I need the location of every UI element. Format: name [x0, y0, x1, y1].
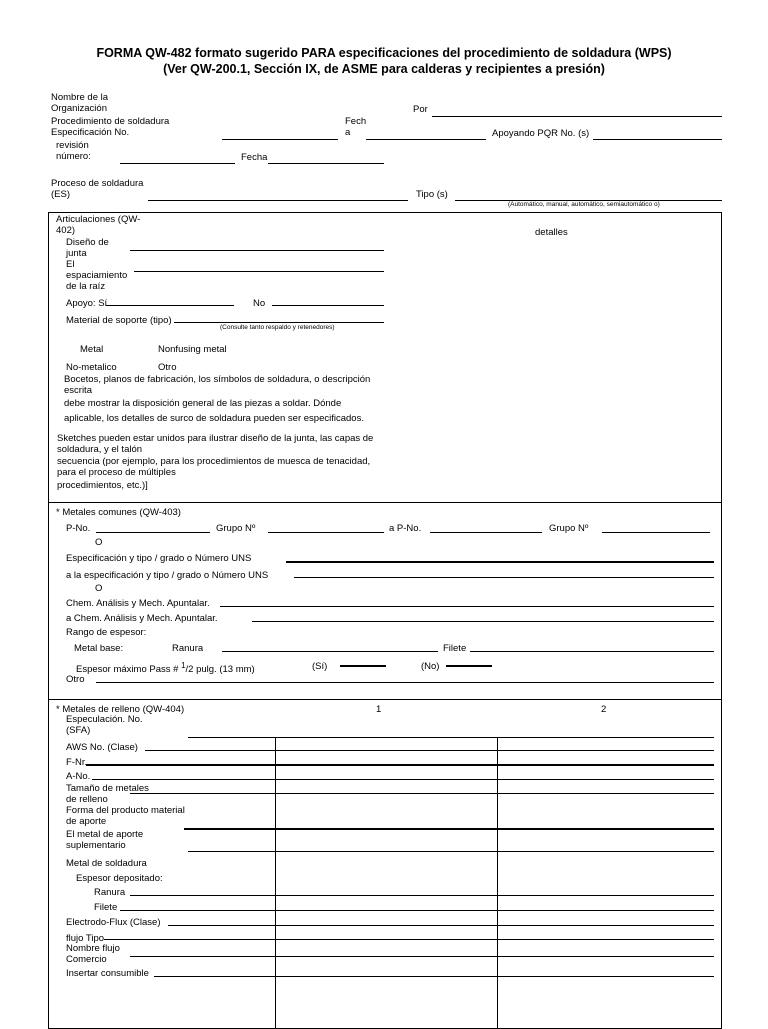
revision-date-label: Fecha	[241, 152, 268, 163]
specification-field[interactable]	[286, 561, 714, 563]
max-pass-yes-label: (Sí)	[312, 661, 328, 672]
product-form-label: Forma del producto material de aporte	[66, 805, 185, 827]
deposited-groove-field[interactable]	[130, 895, 714, 896]
supporting-pqr-field[interactable]	[593, 139, 722, 140]
sfa-label: Especulación. No. (SFA)	[66, 714, 143, 736]
filler-metals-section	[48, 699, 722, 1029]
sketch-instructions-2: debe mostrar la disposición general de las piezas a soldar. Dónde	[64, 398, 342, 409]
product-form-field[interactable]	[184, 828, 714, 830]
fillet-label: Filete	[443, 643, 467, 654]
backing-material-label: Material de soporte (tipo)	[66, 315, 172, 326]
or-label-2: O	[95, 583, 103, 594]
to-chem-analysis-field[interactable]	[252, 621, 714, 622]
process-type-label: Tipo (s)	[416, 189, 448, 200]
to-chem-analysis-label: a Chem. Análisis y Mech. Apuntalar.	[66, 613, 218, 624]
revision-date-field[interactable]	[268, 163, 384, 164]
sketch-instructions-4: Sketches pueden estar unidos para ilustrar diseño de la junta, las capas de soldadura, y el talón	[57, 433, 374, 455]
wps-date-field[interactable]	[366, 139, 486, 140]
supporting-pqr-label: Apoyando PQR No. (s)	[492, 128, 590, 139]
sketch-instructions-1: Bocetos, planos de fabricación, los símbolos de soldadura, o descripción escrita	[64, 374, 371, 396]
a-number-field[interactable]	[92, 779, 714, 780]
base-metal-label: Metal base:	[74, 643, 124, 654]
groove-range-field[interactable]	[222, 651, 438, 652]
filler-column-divider-2	[497, 738, 498, 1029]
a-number-label: A-No.	[66, 771, 91, 782]
other-option[interactable]: Otro	[158, 362, 177, 373]
wps-number-label: Procedimiento de soldadura Especificación No.	[51, 116, 170, 138]
backing-material-note: (Consulte tanto respaldo y retenedores)	[220, 324, 335, 331]
other-base-label: Otro	[66, 674, 85, 685]
consumable-insert-label: Insertar consumible	[66, 968, 149, 979]
backing-material-field[interactable]	[174, 322, 384, 323]
root-spacing-label: El espaciamiento de la raíz	[66, 259, 128, 292]
backing-yes-label: Apoyo: Sí	[66, 298, 108, 309]
backing-yes-field[interactable]	[106, 305, 234, 306]
revision-label: revisión número:	[56, 140, 91, 162]
welding-process-label: Proceso de soldadura (ES)	[51, 178, 144, 200]
sketch-instructions-5: secuencia (por ejemplo, para los procedimientos de muesca de tenacidad, para el proceso de múltiples	[57, 456, 371, 478]
date-label-split: Fech a	[345, 116, 367, 138]
welding-process-field[interactable]	[148, 200, 408, 201]
to-group-number-field[interactable]	[602, 532, 710, 533]
form-title-line1: FORMA QW-482 formato sugerido PARA especificaciones del procedimiento de soldadura (WPS)	[96, 46, 672, 60]
flux-trade-name-label: Nombre flujo Comercio	[66, 943, 120, 965]
flux-type-label: flujo Tipo	[66, 933, 105, 944]
sketch-instructions-3: aplicable, los detalles de surco de soldadura pueden ser especificados.	[64, 413, 364, 424]
max-pass-no-label: (No)	[421, 661, 440, 672]
group-number-field[interactable]	[268, 532, 384, 533]
deposited-fillet-field[interactable]	[120, 910, 714, 911]
or-label-1: O	[95, 537, 103, 548]
metal-option[interactable]: Metal	[80, 344, 104, 355]
wps-number-field[interactable]	[222, 139, 338, 140]
f-number-label: F-Nr.	[66, 757, 88, 768]
group-number-label: Grupo Nº	[216, 523, 256, 534]
weld-metal-label: Metal de soldadura	[66, 858, 147, 869]
chem-analysis-field[interactable]	[220, 606, 714, 607]
by-label: Por	[413, 104, 428, 115]
to-p-number-field[interactable]	[430, 532, 542, 533]
organization-label: Nombre de la Organización	[51, 92, 109, 114]
sketch-instructions-6: procedimientos, etc.)]	[57, 480, 148, 491]
joint-design-label: Diseño de junta	[66, 237, 109, 259]
filler-column-2-header: 2	[601, 704, 607, 715]
process-type-note: (Automático, manual, automático, semiautomático o)	[508, 201, 660, 208]
root-spacing-field[interactable]	[134, 271, 384, 272]
filler-column-divider-1	[275, 738, 276, 1029]
max-pass-yes-field[interactable]	[340, 665, 386, 667]
filler-size-field[interactable]	[130, 793, 714, 794]
deposited-thickness-label: Espesor depositado:	[76, 873, 163, 884]
supplemental-filler-field[interactable]	[188, 851, 714, 852]
backing-no-field[interactable]	[272, 305, 384, 306]
other-base-field[interactable]	[96, 682, 714, 683]
to-specification-field[interactable]	[294, 577, 714, 578]
electrode-flux-label: Electrodo-Flux (Clase)	[66, 917, 161, 928]
p-number-label: P-No.	[66, 523, 91, 534]
max-pass-no-field[interactable]	[446, 665, 492, 667]
supplemental-filler-label: El metal de aporte suplementario	[66, 829, 144, 851]
nonmetallic-option[interactable]: No-metalico	[66, 362, 117, 373]
backing-no-label: No	[253, 298, 266, 309]
joints-heading: Articulaciones (QW-402)	[56, 214, 141, 236]
thickness-range-label: Rango de espesor:	[66, 627, 147, 638]
deposited-groove-label: Ranura	[94, 887, 126, 898]
f-number-field[interactable]	[86, 764, 714, 766]
flux-type-field[interactable]	[104, 939, 714, 940]
flux-trade-name-field[interactable]	[130, 956, 714, 957]
aws-class-field[interactable]	[145, 750, 714, 751]
nonfusing-metal-option[interactable]: Nonfusing metal	[158, 344, 227, 355]
form-title-line2: (Ver QW-200.1, Sección IX, de ASME para calderas y recipientes a presión)	[163, 62, 605, 76]
joint-design-field[interactable]	[130, 250, 384, 251]
to-specification-label: a la especificación y tipo / grado o Número UNS	[66, 570, 269, 581]
p-number-field[interactable]	[96, 532, 210, 533]
consumable-insert-field[interactable]	[154, 976, 714, 977]
to-p-number-label: a P-No.	[389, 523, 422, 534]
electrode-flux-field[interactable]	[168, 925, 714, 926]
filler-metals-heading: * Metales de relleno (QW-404)	[56, 704, 185, 715]
chem-analysis-label: Chem. Análisis y Mech. Apuntalar.	[66, 598, 210, 609]
filler-size-label: Tamaño de metales de relleno	[66, 783, 149, 805]
sfa-field[interactable]	[188, 737, 714, 738]
groove-label: Ranura	[172, 643, 204, 654]
aws-class-label: AWS No. (Clase)	[66, 742, 138, 753]
max-pass-thickness-label: Espesor máximo Pass # $^1$/2 pulg. (13 mm)	[76, 661, 255, 675]
revision-field[interactable]	[120, 163, 235, 164]
by-field[interactable]	[432, 116, 722, 117]
specification-label: Especificación y tipo / grado o Número UNS	[66, 553, 252, 564]
details-label: detalles	[535, 227, 568, 238]
to-group-number-label: Grupo Nº	[549, 523, 589, 534]
deposited-fillet-label: Filete	[94, 902, 118, 913]
fillet-range-field[interactable]	[470, 651, 714, 652]
filler-column-1-header: 1	[376, 704, 382, 715]
base-metals-heading: * Metales comunes (QW-403)	[56, 507, 181, 518]
